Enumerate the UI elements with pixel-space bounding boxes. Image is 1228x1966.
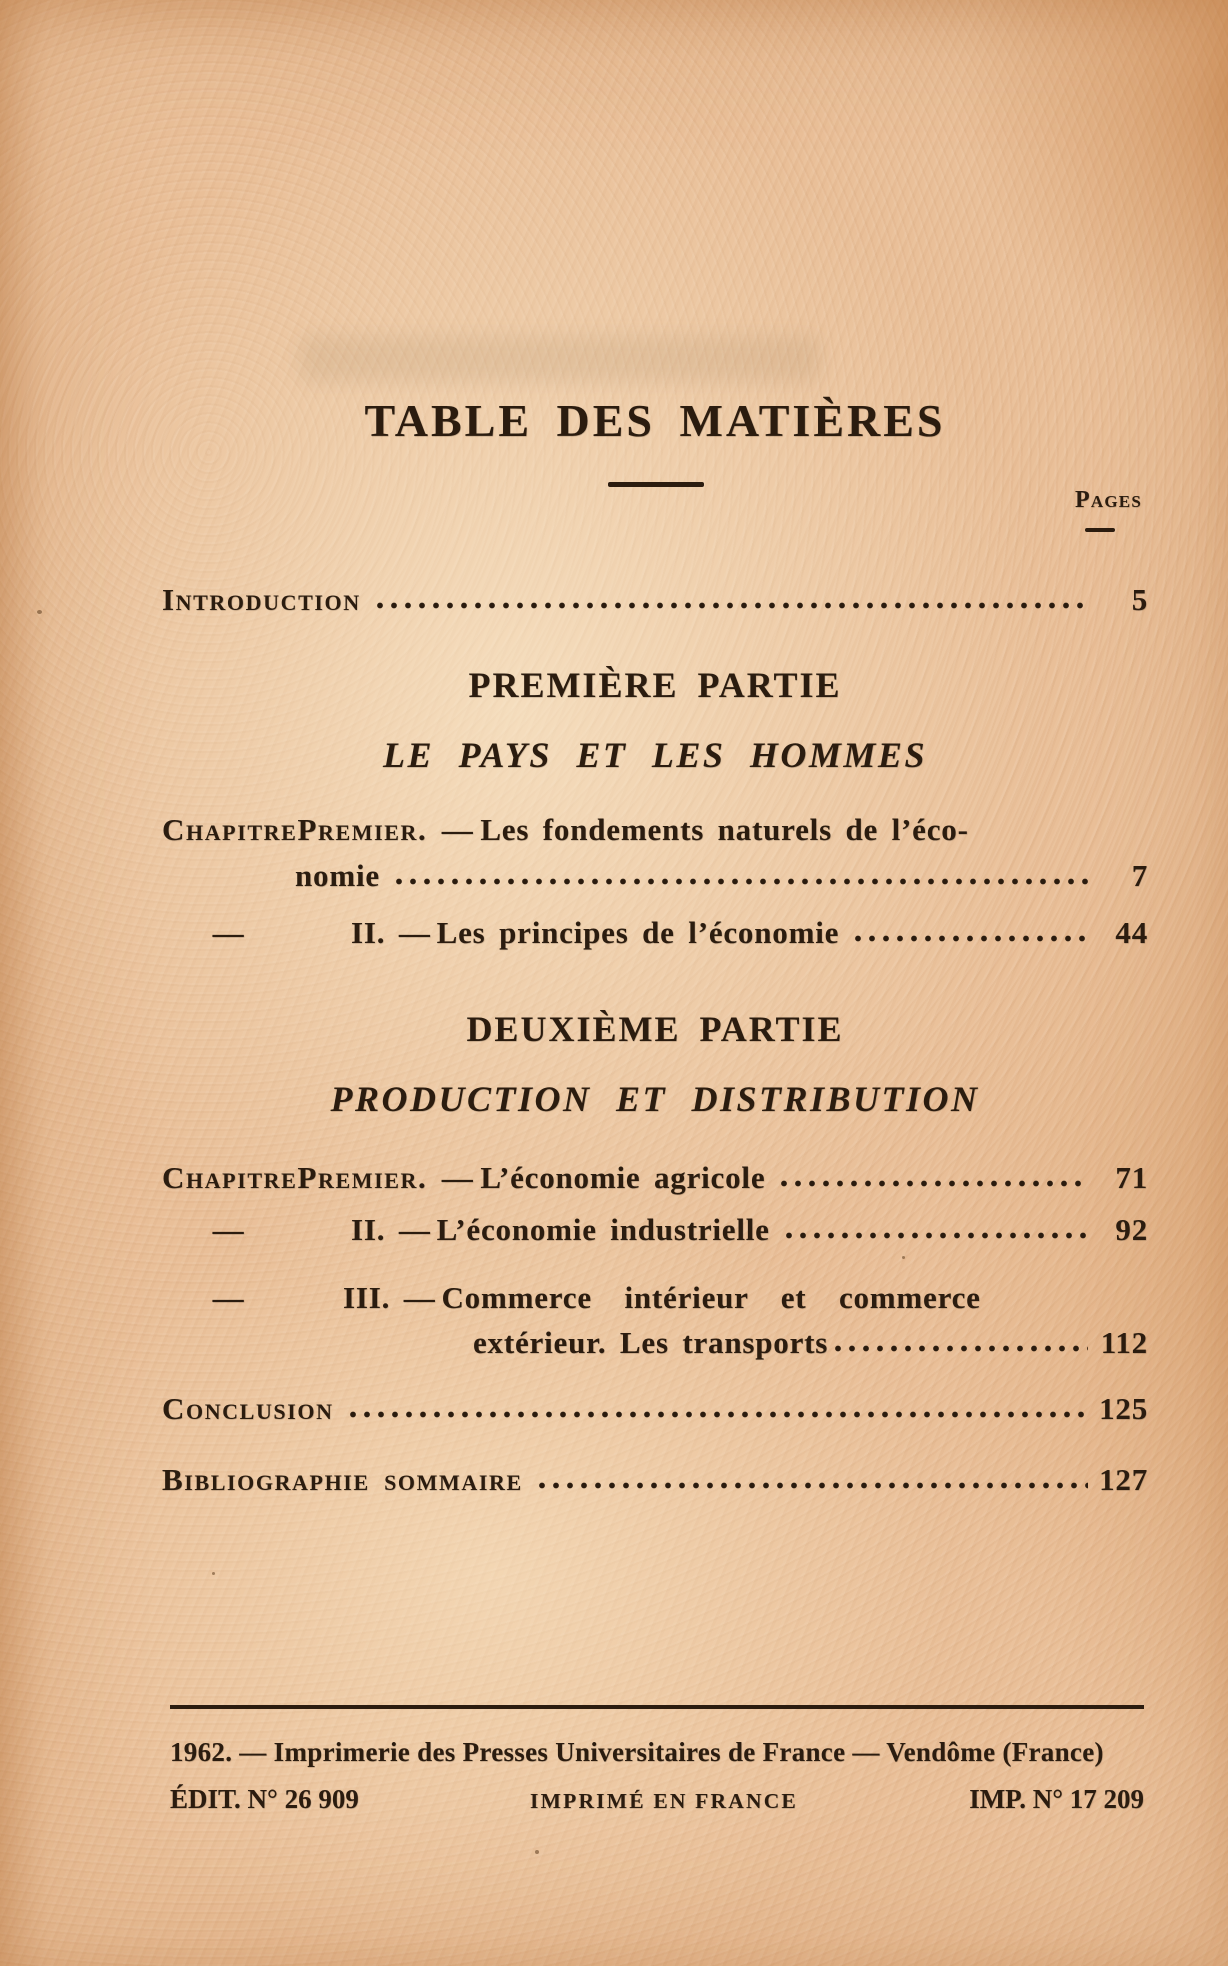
toc-entry-conclusion (162, 1392, 1148, 1427)
paper-speck (535, 1850, 539, 1854)
toc-entry-p2ch1 (162, 1161, 1148, 1196)
dot-leader (777, 1179, 1088, 1188)
dot-leader (851, 934, 1088, 943)
chapter-title-line1: Commerce intérieur et commerce (441, 1280, 981, 1315)
page-number: 7 (1131, 858, 1148, 893)
toc-entry-bibliography (162, 1463, 1148, 1498)
dot-leader (392, 877, 1088, 886)
toc-entry-p2ch2 (162, 1213, 1148, 1248)
chapter-number: II. — (351, 915, 431, 950)
chapter-title: Les principes de l’économie (436, 915, 840, 950)
toc-entry-label: Conclusion (162, 1391, 334, 1426)
pages-column-dash (1085, 528, 1115, 532)
dot-leader (782, 1231, 1088, 1240)
paper-speck (902, 1256, 905, 1259)
footer-rule (170, 1705, 1144, 1709)
toc-entry-p2ch3-line2 (473, 1326, 1148, 1361)
imprint-text: 1962. — Imprimerie des Presses Universitaires de France — Vendôme (France) (170, 1737, 1104, 1767)
chapter-number: Premier. — (297, 1160, 475, 1195)
dot-leader (831, 1344, 1088, 1353)
imprint-line (170, 1737, 1144, 1768)
part2-heading: DEUXIÈME PARTIE (466, 1009, 844, 1049)
toc-entry-label: Bibliographie sommaire (162, 1462, 523, 1497)
toc-entry-p1ch1-line2 (295, 859, 1148, 894)
toc-entry-introduction (162, 583, 1148, 618)
chapter-title-line2: nomie (295, 858, 380, 893)
imprint-numbers-line (170, 1784, 1144, 1815)
chapter-label: Chapitre (162, 1160, 298, 1195)
title-rule (608, 482, 704, 487)
part2-subtitle: PRODUCTION ET DISTRIBUTION (330, 1079, 980, 1119)
page-number: 44 (1115, 915, 1148, 950)
page-number: 127 (1099, 1462, 1148, 1497)
chapter-number: Premier. — (297, 812, 475, 847)
ditto-dash: — (212, 915, 245, 950)
toc-entry-p1ch2 (162, 916, 1148, 951)
toc-entry-p1ch1-line1 (162, 813, 1148, 848)
chapter-title: L’économie industrielle (436, 1212, 770, 1247)
dot-leader (373, 601, 1088, 610)
paper-speck (37, 610, 42, 614)
edit-number: ÉDIT. N° 26 909 (170, 1784, 359, 1814)
page-title: TABLE DES MATIÈRES (364, 395, 946, 446)
part1-heading: PREMIÈRE PARTIE (468, 665, 842, 705)
chapter-title-line1: Les fondements naturels de l’éco- (480, 812, 969, 847)
page-number: 92 (1115, 1212, 1148, 1247)
toc-entry-p2ch3-line1 (162, 1281, 1148, 1316)
chapter-label: Chapitre (162, 812, 298, 847)
chapter-title-line2: extérieur. Les transports (473, 1325, 829, 1360)
chapter-number: II. — (351, 1212, 431, 1247)
page-number: 71 (1115, 1160, 1148, 1195)
imp-number: IMP. N° 17 209 (969, 1784, 1144, 1814)
ditto-dash: — (212, 1212, 245, 1247)
ditto-dash: — (212, 1280, 245, 1315)
printed-in-france-label: IMPRIMÉ EN FRANCE (530, 1789, 798, 1813)
verso-show-through (300, 336, 820, 382)
dot-leader (535, 1481, 1088, 1490)
page-number: 125 (1099, 1391, 1148, 1426)
chapter-number: III. — (343, 1280, 436, 1315)
page-number: 5 (1131, 582, 1148, 617)
dot-leader (346, 1410, 1088, 1419)
page-number: 112 (1100, 1325, 1148, 1360)
paper-speck (212, 1572, 215, 1575)
chapter-title: L’économie agricole (480, 1160, 766, 1195)
pages-column-label: Pages (1075, 487, 1142, 513)
part1-subtitle: LE PAYS ET LES HOMMES (383, 735, 927, 775)
toc-entry-label: Introduction (162, 582, 361, 617)
